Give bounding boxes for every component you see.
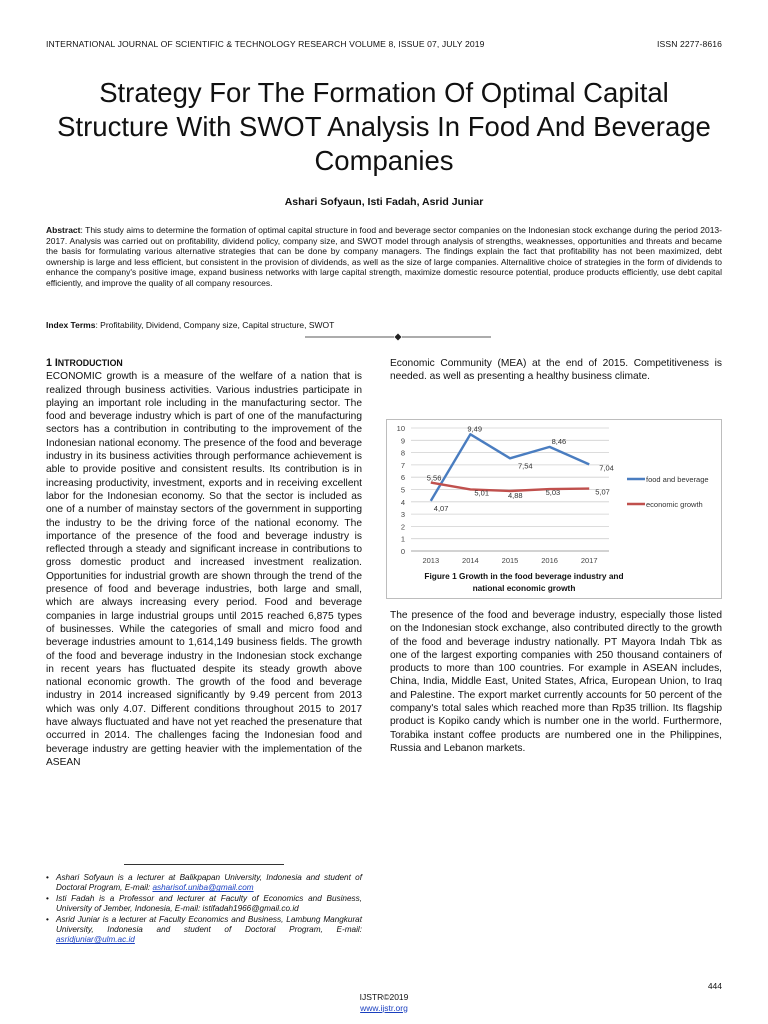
- abstract-text: : This study aims to determine the formation of optimal capital structure in food and beverage sector companies on the Indonesian stock exchange during the period 2013-2017. Analysis was carried out on profitability, dividend policy, company size, and SWOT model through analysis of strengths, weaknesses, opportunities and threats and became the basis for formulating various alternative strategies that can be done by company managers. The findings explain the fact that profitability has not been maximized, debt ownership is large and less efficient, but consistent in the provision of dividends, as well as the size of large companies. Alternalitive choice of strategies in the form of dividends to enhance the company's positive image, expand business networks with large capital strength, maximize domestic resource potential, produce products efficiently, use debt capital efficiently, and improve the quality of all company resources.: [46, 225, 722, 288]
- data-label: 5,03: [545, 488, 561, 498]
- footnotes: [46, 873, 362, 946]
- y-tick-label: 8: [400, 448, 405, 458]
- y-tick-label: 7: [400, 460, 405, 470]
- x-tick-label: 2013: [422, 556, 440, 565]
- figure-caption: Figure 1 Growth in the food beverage industry and: [424, 571, 624, 581]
- footer-copyright: IJSTR©2019: [359, 992, 409, 1002]
- x-tick-label: 2014: [462, 556, 479, 565]
- page-number: 444: [707, 981, 722, 991]
- figure-1-chart: [386, 419, 722, 599]
- data-label: 5,07: [595, 487, 610, 497]
- index-terms-text: : Profitability, Dividend, Company size, Capital structure, SWOT: [95, 320, 335, 330]
- y-tick-label: 2: [400, 522, 405, 532]
- page-footer: [0, 992, 768, 1013]
- bullet-icon: •: [46, 914, 49, 924]
- left-column: [46, 357, 362, 769]
- y-tick-label: 5: [400, 485, 405, 495]
- bullet-icon: •: [46, 893, 49, 903]
- index-terms: [46, 320, 722, 330]
- x-tick-label: 2017: [580, 556, 598, 565]
- footnote-text: Isti Fadah is a Professor and lecturer at Faculty of Economics and Business, University of Jember, Indonesia, E-mail:: [56, 893, 362, 914]
- footnote-email[interactable]: asharisof.uniba@gmail.com: [152, 883, 254, 893]
- y-tick-label: 10: [396, 424, 405, 433]
- authors: Ashari Sofyaun, Isti Fadah, Asrid Juniar: [284, 196, 484, 208]
- x-tick-label: 2016: [541, 556, 558, 565]
- issn: ISSN 2277-8616: [657, 39, 722, 49]
- x-tick-label: 2015: [501, 556, 519, 565]
- section-divider: [305, 332, 491, 342]
- data-label: 7,04: [599, 463, 614, 473]
- right-column-top: [390, 357, 722, 384]
- index-terms-label: Index Terms: [46, 320, 96, 330]
- footnote-item: [46, 915, 362, 946]
- section-heading: 1 INTRODUCTION: [46, 357, 123, 369]
- footnote-item: [46, 894, 362, 915]
- figure-caption: national economic growth: [472, 583, 576, 593]
- data-label: 5,56: [426, 473, 442, 483]
- y-tick-label: 0: [400, 547, 405, 556]
- footnote-item: [46, 873, 362, 894]
- data-label: 5,01: [474, 488, 490, 498]
- footnote-text: Asrid Juniar is a lecturer at Faculty Economics and Business, Lambung Mangkurat University, Indonesia and student of Doctoral Program, E-mail:: [56, 914, 362, 935]
- legend-label: food and beverage: [646, 475, 709, 484]
- bullet-icon: •: [46, 873, 49, 882]
- y-tick-label: 1: [400, 534, 405, 544]
- body-paragraph: The presence of the food and beverage industry, especially those listed on the Indonesian stock exchange, also contributed directly to the growth of the food and beverage industry nationally. PT Mayora Indah Tbk as one of the largest exporting companies with 250 thousand containers of products to more than 100 countries. For example in ASEAN includes, China, India, Middle East, United States, Africa, European Union, to Iraq and Palestine. The export market currently accounts for 50 percent of the company's total sales which reached more than Rp35 trillion. Its flagship product is Kopiko candy which is number one in the world. Furthermore, Torabika instant coffee products are numbered one in the Philippines, Russia and Lebanon markets.: [390, 610, 722, 754]
- footnote-text: Ashari Sofyaun is a lecturer at Balikpapan University, Indonesia and student of Doctoral Program, E-mail:: [56, 873, 362, 893]
- footnote-email: istifadah1966@gmail.co.id: [202, 904, 299, 914]
- y-tick-label: 6: [400, 473, 405, 483]
- y-tick-label: 9: [400, 436, 405, 446]
- y-tick-label: 3: [400, 510, 405, 520]
- legend-label: economic growth: [646, 500, 703, 509]
- abstract-label: Abstract: [46, 225, 81, 235]
- data-label: 8,46: [551, 436, 567, 446]
- intro-continued: Economic Community (MEA) at the end of 2015. Competitiveness is needed. as well as presenting a healthy business climate.: [390, 358, 722, 383]
- footnote-email[interactable]: asridjuniar@ulm.ac.id: [56, 935, 135, 945]
- intro-body: ECONOMIC growth is a measure of the welfare of a nation that is realized through business activities. Various industries participate in playing an important role including in the manufacturing sector. The food and beverage industry which is part of one of the manufacturing sectors has a contribution in contributing to the improvement of the Indonesian national economy. The presence of the food and beverage industry in its business activities through performance achievement is able to provide positive and consistent results. Its contribution is in increasing productivity, investment, exports and in receiving excellent labor for the Indonesian economy. So that the sector is included as one of a number of mainstay sectors of the government in supporting the industry to be the driving force of the national economy. The importance of the presence of the food and beverage industry is reflected through a steady and significant increase in contributions to gross domestic product and increased investment realization. Opportunities for industrial growth are shown through the trend of the presence of food and beverage industries, both large and small, which are always increasing every period. Food and beverage companies in large industrial groups until 2015 reached 6,875 types of businesses. While the categories of small and micro food and beverage industries amount to 1,614,149 business fields. The growth of the food and beverage industry in the Indonesian stock exchange in recent years has fluctuated despite its steady growth above national economic growth. The growth of the food and beverage industry in 2014 increased significantly by 9.49 percent from 2013 which was only 4.07. Different conditions throughout 2015 to 2017 have always fluctuated and have not yet reached the presenature that occurred in 2014. The challenges facing the Indonesian food and beverage industry are getting heavier with the implementation of the ASEAN: [46, 371, 362, 768]
- paper-title: Strategy For The Formation Of Optimal Capital Structure With SWOT Analysis In Food And Beverage Companies: [57, 77, 711, 176]
- line-chart: [387, 420, 721, 598]
- footer-website-link[interactable]: www.ijstr.org: [360, 1002, 408, 1013]
- footnote-rule: [124, 864, 284, 865]
- data-label: 7,54: [518, 461, 533, 471]
- data-label: 4,07: [433, 503, 449, 513]
- data-label: 9,49: [467, 424, 483, 434]
- journal-header: INTERNATIONAL JOURNAL OF SCIENTIFIC & TECHNOLOGY RESEARCH VOLUME 8, ISSUE 07, JULY 2019: [46, 39, 485, 49]
- y-tick-label: 4: [400, 497, 405, 507]
- abstract: [46, 225, 722, 289]
- data-label: 4,88: [508, 490, 523, 500]
- right-column-bottom: [390, 609, 722, 755]
